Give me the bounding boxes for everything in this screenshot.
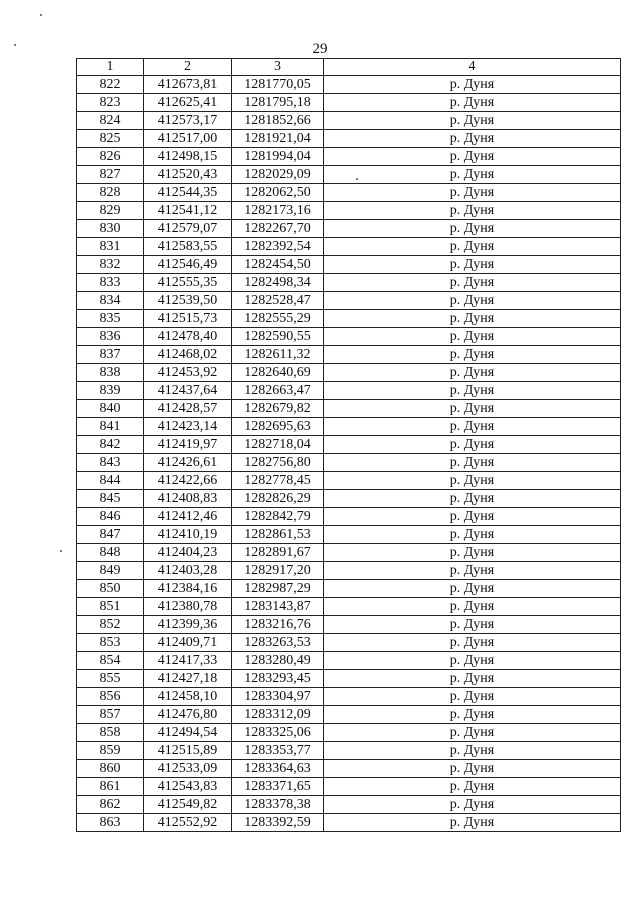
row-number-cell: 834 (77, 292, 144, 310)
row-number-cell: 856 (77, 688, 144, 706)
y-coordinate-cell: 1283353,77 (232, 742, 324, 760)
row-number-cell: 828 (77, 184, 144, 202)
description-cell: р. Дуня (324, 364, 621, 382)
row-number-cell: 838 (77, 364, 144, 382)
table-row (77, 724, 621, 742)
y-coordinate-cell: 1283392,59 (232, 814, 324, 832)
table-row (77, 202, 621, 220)
y-coordinate-cell: 1282392,54 (232, 238, 324, 256)
table-row (77, 364, 621, 382)
description-cell: р. Дуня (324, 508, 621, 526)
row-number-cell: 835 (77, 310, 144, 328)
row-number-cell: 839 (77, 382, 144, 400)
y-coordinate-cell: 1282826,29 (232, 490, 324, 508)
scan-speck (14, 44, 16, 46)
y-coordinate-cell: 1282173,16 (232, 202, 324, 220)
description-cell: р. Дуня (324, 76, 621, 94)
x-coordinate-cell: 412520,43 (144, 166, 232, 184)
row-number-cell: 854 (77, 652, 144, 670)
table-row (77, 166, 621, 184)
table-row (77, 652, 621, 670)
table-row (77, 328, 621, 346)
y-coordinate-cell: 1283216,76 (232, 616, 324, 634)
description-cell: р. Дуня (324, 526, 621, 544)
y-coordinate-cell: 1282756,80 (232, 454, 324, 472)
description-cell: р. Дуня (324, 166, 621, 184)
row-number-cell: 840 (77, 400, 144, 418)
table-row (77, 310, 621, 328)
description-cell: р. Дуня (324, 490, 621, 508)
row-number-cell: 862 (77, 796, 144, 814)
row-number-cell: 823 (77, 94, 144, 112)
y-coordinate-cell: 1283378,38 (232, 796, 324, 814)
x-coordinate-cell: 412549,82 (144, 796, 232, 814)
x-coordinate-cell: 412412,46 (144, 508, 232, 526)
y-coordinate-cell: 1282987,29 (232, 580, 324, 598)
x-coordinate-cell: 412408,83 (144, 490, 232, 508)
x-coordinate-cell: 412404,23 (144, 544, 232, 562)
scan-speck (356, 178, 358, 180)
description-cell: р. Дуня (324, 634, 621, 652)
coordinates-table (76, 58, 621, 832)
table-row (77, 382, 621, 400)
description-cell: р. Дуня (324, 688, 621, 706)
row-number-cell: 826 (77, 148, 144, 166)
row-number-cell: 863 (77, 814, 144, 832)
scan-speck (40, 14, 42, 16)
description-cell: р. Дуня (324, 760, 621, 778)
y-coordinate-cell: 1281795,18 (232, 94, 324, 112)
table-row (77, 706, 621, 724)
y-coordinate-cell: 1282640,69 (232, 364, 324, 382)
table-row (77, 742, 621, 760)
table-row (77, 796, 621, 814)
row-number-cell: 841 (77, 418, 144, 436)
x-coordinate-cell: 412410,19 (144, 526, 232, 544)
description-cell: р. Дуня (324, 796, 621, 814)
row-number-cell: 842 (77, 436, 144, 454)
y-coordinate-cell: 1283143,87 (232, 598, 324, 616)
description-cell: р. Дуня (324, 418, 621, 436)
table-row (77, 778, 621, 796)
row-number-cell: 843 (77, 454, 144, 472)
y-coordinate-cell: 1282611,32 (232, 346, 324, 364)
y-coordinate-cell: 1281770,05 (232, 76, 324, 94)
description-cell: р. Дуня (324, 400, 621, 418)
row-number-cell: 824 (77, 112, 144, 130)
x-coordinate-cell: 412427,18 (144, 670, 232, 688)
row-number-cell: 822 (77, 76, 144, 94)
x-coordinate-cell: 412555,35 (144, 274, 232, 292)
y-coordinate-cell: 1283263,53 (232, 634, 324, 652)
x-coordinate-cell: 412541,12 (144, 202, 232, 220)
description-cell: р. Дуня (324, 742, 621, 760)
row-number-cell: 829 (77, 202, 144, 220)
x-coordinate-cell: 412544,35 (144, 184, 232, 202)
x-coordinate-cell: 412468,02 (144, 346, 232, 364)
x-coordinate-cell: 412543,83 (144, 778, 232, 796)
table-row (77, 670, 621, 688)
x-coordinate-cell: 412517,00 (144, 130, 232, 148)
table-row (77, 184, 621, 202)
y-coordinate-cell: 1282891,67 (232, 544, 324, 562)
table-row (77, 130, 621, 148)
description-cell: р. Дуня (324, 472, 621, 490)
row-number-cell: 832 (77, 256, 144, 274)
table-row (77, 148, 621, 166)
description-cell: р. Дуня (324, 328, 621, 346)
page-number: 29 (312, 41, 328, 57)
x-coordinate-cell: 412426,61 (144, 454, 232, 472)
x-coordinate-cell: 412423,14 (144, 418, 232, 436)
table-row (77, 760, 621, 778)
x-coordinate-cell: 412533,09 (144, 760, 232, 778)
x-coordinate-cell: 412498,15 (144, 148, 232, 166)
row-number-cell: 852 (77, 616, 144, 634)
description-cell: р. Дуня (324, 346, 621, 364)
description-cell: р. Дуня (324, 202, 621, 220)
y-coordinate-cell: 1282590,55 (232, 328, 324, 346)
y-coordinate-cell: 1282861,53 (232, 526, 324, 544)
description-cell: р. Дуня (324, 310, 621, 328)
x-coordinate-cell: 412494,54 (144, 724, 232, 742)
description-cell: р. Дуня (324, 580, 621, 598)
table-row (77, 274, 621, 292)
description-cell: р. Дуня (324, 292, 621, 310)
y-coordinate-cell: 1283293,45 (232, 670, 324, 688)
description-cell: р. Дуня (324, 598, 621, 616)
description-cell: р. Дуня (324, 724, 621, 742)
y-coordinate-cell: 1282679,82 (232, 400, 324, 418)
row-number-cell: 830 (77, 220, 144, 238)
table-row (77, 346, 621, 364)
description-cell: р. Дуня (324, 184, 621, 202)
table-row (77, 616, 621, 634)
x-coordinate-cell: 412422,66 (144, 472, 232, 490)
x-coordinate-cell: 412458,10 (144, 688, 232, 706)
row-number-cell: 861 (77, 778, 144, 796)
x-coordinate-cell: 412399,36 (144, 616, 232, 634)
description-cell: р. Дуня (324, 220, 621, 238)
y-coordinate-cell: 1281994,04 (232, 148, 324, 166)
description-cell: р. Дуня (324, 652, 621, 670)
y-coordinate-cell: 1282062,50 (232, 184, 324, 202)
table-row (77, 490, 621, 508)
x-coordinate-cell: 412428,57 (144, 400, 232, 418)
x-coordinate-cell: 412409,71 (144, 634, 232, 652)
x-coordinate-cell: 412673,81 (144, 76, 232, 94)
y-coordinate-cell: 1282663,47 (232, 382, 324, 400)
x-coordinate-cell: 412515,89 (144, 742, 232, 760)
description-cell: р. Дуня (324, 238, 621, 256)
x-coordinate-cell: 412419,97 (144, 436, 232, 454)
description-cell: р. Дуня (324, 148, 621, 166)
row-number-cell: 847 (77, 526, 144, 544)
y-coordinate-cell: 1283312,09 (232, 706, 324, 724)
y-coordinate-cell: 1282778,45 (232, 472, 324, 490)
table-row (77, 634, 621, 652)
x-coordinate-cell: 412515,73 (144, 310, 232, 328)
table-row (77, 688, 621, 706)
description-cell: р. Дуня (324, 616, 621, 634)
y-coordinate-cell: 1283304,97 (232, 688, 324, 706)
x-coordinate-cell: 412476,80 (144, 706, 232, 724)
table-row (77, 256, 621, 274)
description-cell: р. Дуня (324, 778, 621, 796)
x-coordinate-cell: 412573,17 (144, 112, 232, 130)
y-coordinate-cell: 1282528,47 (232, 292, 324, 310)
row-number-cell: 836 (77, 328, 144, 346)
table-row (77, 472, 621, 490)
description-cell: р. Дуня (324, 112, 621, 130)
y-coordinate-cell: 1282555,29 (232, 310, 324, 328)
description-cell: р. Дуня (324, 256, 621, 274)
description-cell: р. Дуня (324, 274, 621, 292)
x-coordinate-cell: 412453,92 (144, 364, 232, 382)
description-cell: р. Дуня (324, 706, 621, 724)
row-number-cell: 833 (77, 274, 144, 292)
description-cell: р. Дуня (324, 544, 621, 562)
table-row (77, 454, 621, 472)
description-cell: р. Дуня (324, 814, 621, 832)
table-row (77, 562, 621, 580)
table-row (77, 76, 621, 94)
table-row (77, 814, 621, 832)
description-cell: р. Дуня (324, 130, 621, 148)
row-number-cell: 859 (77, 742, 144, 760)
x-coordinate-cell: 412552,92 (144, 814, 232, 832)
table-row (77, 238, 621, 256)
row-number-cell: 831 (77, 238, 144, 256)
x-coordinate-cell: 412539,50 (144, 292, 232, 310)
x-coordinate-cell: 412478,40 (144, 328, 232, 346)
description-cell: р. Дуня (324, 436, 621, 454)
x-coordinate-cell: 412625,41 (144, 94, 232, 112)
description-cell: р. Дуня (324, 382, 621, 400)
table-row (77, 598, 621, 616)
x-coordinate-cell: 412403,28 (144, 562, 232, 580)
row-number-cell: 827 (77, 166, 144, 184)
row-number-cell: 825 (77, 130, 144, 148)
row-number-cell: 853 (77, 634, 144, 652)
description-cell: р. Дуня (324, 94, 621, 112)
y-coordinate-cell: 1281852,66 (232, 112, 324, 130)
y-coordinate-cell: 1282454,50 (232, 256, 324, 274)
description-cell: р. Дуня (324, 670, 621, 688)
x-coordinate-cell: 412380,78 (144, 598, 232, 616)
row-number-cell: 858 (77, 724, 144, 742)
row-number-cell: 850 (77, 580, 144, 598)
row-number-cell: 855 (77, 670, 144, 688)
row-number-cell: 860 (77, 760, 144, 778)
table-row (77, 418, 621, 436)
y-coordinate-cell: 1282842,79 (232, 508, 324, 526)
table-row (77, 292, 621, 310)
row-number-cell: 857 (77, 706, 144, 724)
table-row (77, 580, 621, 598)
x-coordinate-cell: 412546,49 (144, 256, 232, 274)
table-row (77, 112, 621, 130)
row-number-cell: 844 (77, 472, 144, 490)
table-row (77, 220, 621, 238)
y-coordinate-cell: 1282498,34 (232, 274, 324, 292)
row-number-cell: 837 (77, 346, 144, 364)
row-number-cell: 851 (77, 598, 144, 616)
column-header-2: 2 (144, 59, 232, 76)
y-coordinate-cell: 1283364,63 (232, 760, 324, 778)
row-number-cell: 846 (77, 508, 144, 526)
table-row (77, 526, 621, 544)
x-coordinate-cell: 412417,33 (144, 652, 232, 670)
y-coordinate-cell: 1283325,06 (232, 724, 324, 742)
table-header-row (77, 59, 621, 76)
description-cell: р. Дуня (324, 454, 621, 472)
table-row (77, 436, 621, 454)
column-header-1: 1 (77, 59, 144, 76)
y-coordinate-cell: 1283371,65 (232, 778, 324, 796)
description-cell: р. Дуня (324, 562, 621, 580)
column-header-4: 4 (324, 59, 621, 76)
row-number-cell: 849 (77, 562, 144, 580)
x-coordinate-cell: 412437,64 (144, 382, 232, 400)
table-row (77, 94, 621, 112)
y-coordinate-cell: 1283280,49 (232, 652, 324, 670)
x-coordinate-cell: 412579,07 (144, 220, 232, 238)
table-row (77, 400, 621, 418)
x-coordinate-cell: 412384,16 (144, 580, 232, 598)
y-coordinate-cell: 1282267,70 (232, 220, 324, 238)
table-row (77, 544, 621, 562)
y-coordinate-cell: 1282718,04 (232, 436, 324, 454)
y-coordinate-cell: 1282029,09 (232, 166, 324, 184)
y-coordinate-cell: 1282695,63 (232, 418, 324, 436)
x-coordinate-cell: 412583,55 (144, 238, 232, 256)
column-header-3: 3 (232, 59, 324, 76)
row-number-cell: 845 (77, 490, 144, 508)
table-body (77, 76, 621, 832)
scan-speck (60, 550, 62, 552)
y-coordinate-cell: 1281921,04 (232, 130, 324, 148)
table-row (77, 508, 621, 526)
row-number-cell: 848 (77, 544, 144, 562)
y-coordinate-cell: 1282917,20 (232, 562, 324, 580)
